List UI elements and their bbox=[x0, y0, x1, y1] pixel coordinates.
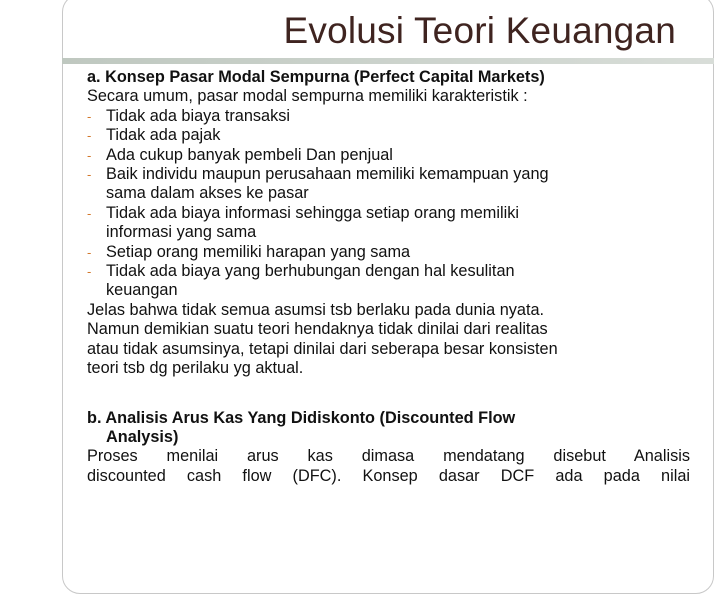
closing-line: teori tsb dg perilaku yg aktual. bbox=[87, 359, 304, 378]
section-b-heading: b. Analisis Arus Kas Yang Didiskonto (Discounted Flow bbox=[87, 408, 516, 427]
section-a-intro: Secara umum, pasar modal sempurna memiliki karakteristik : bbox=[87, 87, 528, 106]
bullet-text: Tidak ada biaya transaksi bbox=[106, 106, 291, 125]
bullet-dash-icon: - bbox=[87, 128, 92, 144]
bullet-text: Baik individu maupun perusahaan memiliki kemampuan yang bbox=[106, 165, 549, 184]
bullet-item bbox=[87, 107, 690, 126]
bullet-text: Ada cukup banyak pembeli Dan penjual bbox=[106, 145, 393, 164]
bullet-dash-icon: - bbox=[87, 244, 92, 260]
bullet-text: keuangan bbox=[106, 281, 178, 300]
section-a-heading: a. Konsep Pasar Modal Sempurna (Perfect Capital Markets) bbox=[87, 68, 545, 86]
bullet-item bbox=[87, 243, 690, 262]
title-divider bbox=[62, 58, 714, 64]
closing-line: Jelas bahwa tidak semua asumsi tsb berlaku pada dunia nyata. bbox=[87, 300, 545, 319]
spacer bbox=[87, 379, 690, 409]
bullet-text: Tidak ada biaya informasi sehingga setiap orang memiliki bbox=[106, 203, 519, 222]
closing-line: atau tidak asumsinya, tetapi dinilai dari seberapa besar konsisten bbox=[87, 339, 558, 358]
bullet-list bbox=[87, 107, 690, 301]
bullet-text: Tidak ada biaya yang berhubungan dengan hal kesulitan bbox=[106, 262, 515, 281]
bullet-dash-icon: - bbox=[87, 147, 92, 163]
bullet-text: Setiap orang memiliki harapan yang sama bbox=[106, 242, 411, 261]
bullet-dash-icon: - bbox=[87, 205, 92, 221]
bullet-text: sama dalam akses ke pasar bbox=[106, 184, 309, 203]
bullet-item bbox=[87, 146, 690, 165]
bullet-text: informasi yang sama bbox=[106, 223, 257, 242]
slide-body bbox=[87, 68, 690, 486]
bullet-item bbox=[87, 126, 690, 145]
bullet-dash-icon: - bbox=[87, 264, 92, 280]
section-b-body-line: Proses menilai arus kas dimasa mendatang disebut Analisis bbox=[87, 447, 690, 466]
closing-line: Namun demikian suatu teori hendaknya tidak dinilai dari realitas bbox=[87, 320, 548, 339]
section-b-heading-cont: Analysis) bbox=[106, 427, 179, 446]
bullet-item bbox=[87, 165, 690, 204]
bullet-dash-icon: - bbox=[87, 167, 92, 183]
bullet-text: Tidak ada pajak bbox=[106, 126, 221, 145]
bullet-item bbox=[87, 204, 690, 243]
section-a-closing bbox=[87, 301, 690, 379]
section-b-body-line: discounted cash flow (DFC). Konsep dasar DCF ada pada nilai bbox=[87, 466, 690, 485]
bullet-dash-icon: - bbox=[87, 108, 92, 124]
slide-title: Evolusi Teori Keuangan bbox=[283, 10, 676, 51]
bullet-item bbox=[87, 262, 690, 301]
